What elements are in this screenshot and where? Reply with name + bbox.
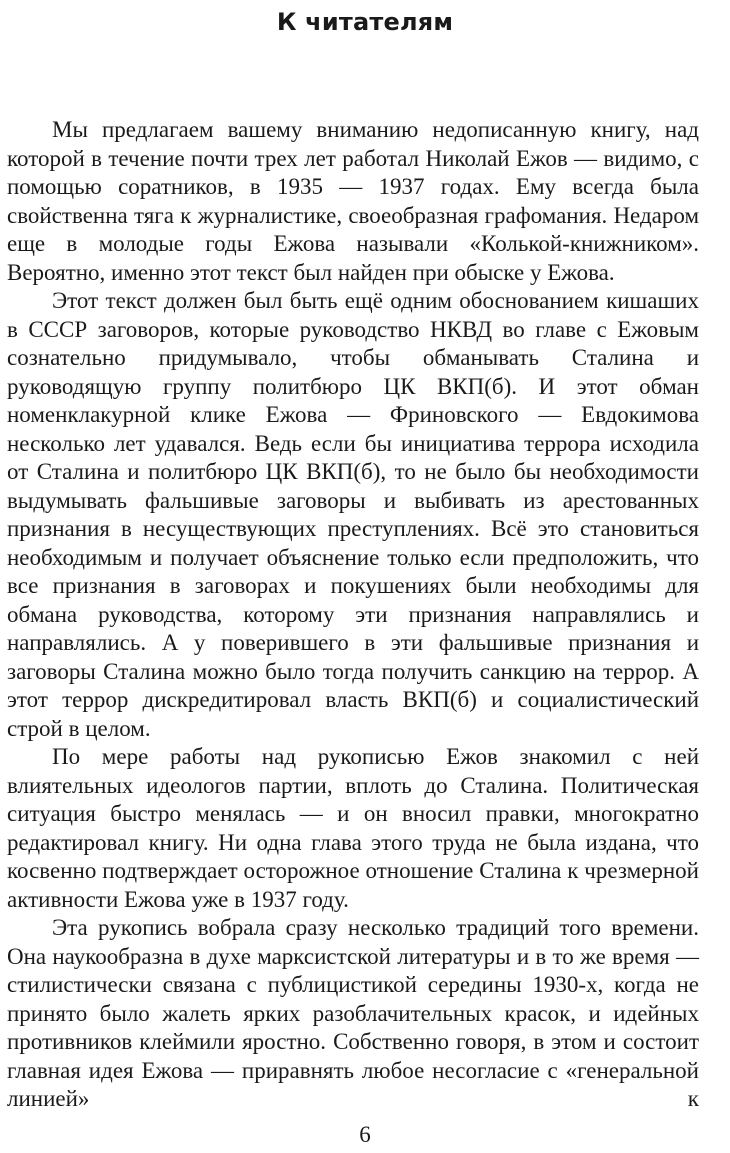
paragraph-2: Этот текст должен был быть ещё одним обоснованием кишаших в СССР заговоров, которые руководство НКВД во главе с Ежовым сознательно придумывало, чтобы обманывать Сталина и руководящую группу политбюро ЦК ВКП(б). И этот обман номенклакурной клике Ежова — Фриновского — Евдокимова несколько лет удавался. Ведь если бы инициатива террора исходила от Сталина и политбюро ЦК ВКП(б), то не было бы необходимости выдумывать фальшивые заговоры и выбивать из арестованных признания в несуществующих преступлениях. Всё это становиться необходимым и получает объяснение только если предположить, что все признания в заговорах и покушениях были необходимы для обмана руководства, которому эти признания направлялись и направлялись. А у поверившего в эти фальшивые признания и заговоры Сталина можно было тогда получить санкцию на террор. А этот террор дискредитировал власть ВКП(б) и социалистический строй в целом. — [7, 288, 699, 741]
paragraph-4: Эта рукопись вобрала сразу несколько традиций того времени. Она наукообразна в духе марксистской литературы и в то же время — стилистически связана с публицистикой середины 1930-х, когда не принято было жалеть ярких разоблачительных красок, и идейных противников клеймили яростно. Собственно говоря, в этом и состоит главная идея Ежова — приравнять любое несогласие с «генеральной линией» к — [7, 915, 699, 1111]
page-number: 6 — [359, 1122, 371, 1147]
body-text — [7, 116, 699, 1114]
paragraph-3: По мере работы над рукописью Ежов знакомил с ней влиятельных идеологов партии, вплоть до Сталина. Политическая ситуация быстро менялась — и он вносил правки, многократно редактировал книгу. Ни одна глава этого труда не была издана, что косвенно подтверждает осторожное отношение Сталина к чрезмерной активности Ежова уже в 1937 году. — [7, 744, 699, 912]
page-title: К читателям — [276, 8, 454, 36]
paragraph-1: Мы предлагаем вашему вниманию недописанную книгу, над которой в течение почти трех лет работал Николай Ежов — видимо, с помощью соратников, в 1935 — 1937 годах. Ему всегда была свойственна тяга к журналистике, своеобразная графомания. Недаром еще в молодые годы Ежова называли «Колькой-книжником». Вероятно, именно этот текст был найден при обыске у Ежова. — [7, 117, 699, 285]
